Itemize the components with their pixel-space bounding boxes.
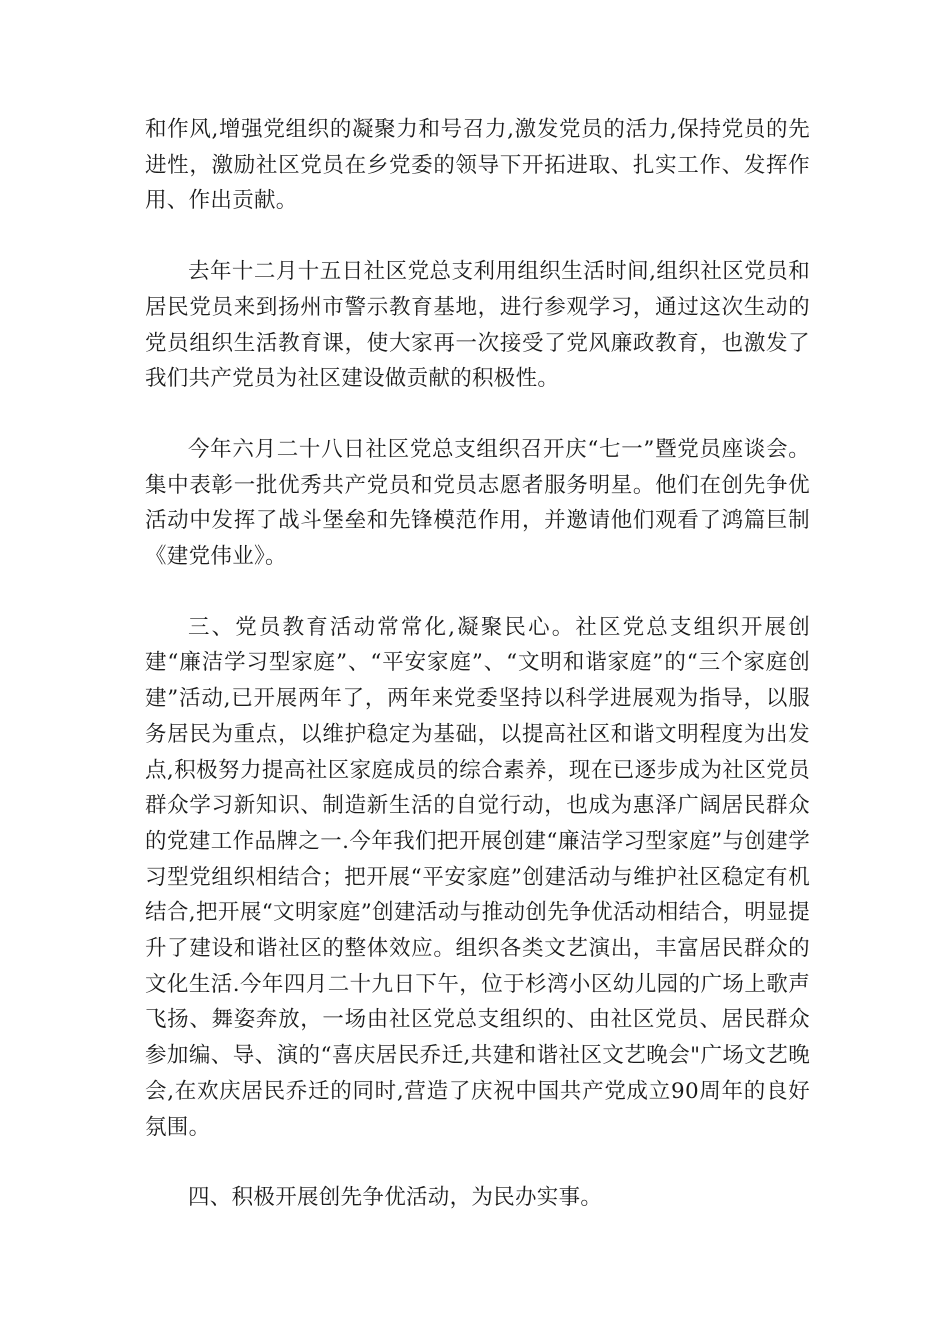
document-body: [145, 112, 810, 1251]
paragraph-section-four: 四、积极开展创先争优活动，为民办实事。: [188, 1185, 603, 1211]
paragraph-continuation: 和作风,增强党组织的凝聚力和号召力,激发党员的活力,保持党员的先进性，激励社区党员在乡党委的领导下开拓进取、扎实工作、发挥作用、作出贡献。: [145, 117, 810, 214]
paragraph-section-three: 三、党员教育活动常常化,凝聚民心。社区党总支组织开展创建“廉洁学习型家庭”、“平安家庭”、“文明和谐家庭”的“三个家庭创建”活动,已开展两年了，两年来党委坚持以科学进展观为指导，以服务居民为重点，以维护稳定为基础，以提高社区和谐文明程度为出发点,积极努力提高社区家庭成员的综合素养，现在已逐步成为社区党员群众学习新知识、制造新生活的自觉行动，也成为惠泽广阔居民群众的党建工作品牌之一.今年我们把开展创建“廉洁学习型家庭”与创建学习型党组织相结合；把开展“平安家庭”创建活动与维护社区稳定有机结合,把开展“文明家庭”创建活动与推动创先争优活动相结合，明显提升了建设和谐社区的整体效应。组织各类文艺演出，丰富居民群众的文化生活.今年四月二十九日下午，位于杉湾小区幼儿园的广场上歌声飞扬、舞姿奔放，一场由社区党总支组织的、由社区党员、居民群众参加编、导、演的“喜庆居民乔迁,共建和谐社区文艺晚会"广场文艺晚会,在欢庆居民乔迁的同时,营造了庆祝中国共产党成立90周年的良好氛围。: [145, 614, 810, 1140]
paragraph-july-first-meeting: 今年六月二十八日社区党总支组织召开庆“七一”暨党员座谈会。集中表彰一批优秀共产党员和党员志愿者服务明星。他们在创先争优活动中发挥了战斗堡垒和先锋模范作用，并邀请他们观看了鸿篇巨制《建党伟业》。: [145, 436, 810, 570]
paragraph-site-visit: 去年十二月十五日社区党总支利用组织生活时间,组织社区党员和居民党员来到扬州市警示教育基地，进行参观学习，通过这次生动的党员组织生活教育课，使大家再一次接受了党风廉政教育，也激发了我们共产党员为社区建设做贡献的积极性。: [145, 259, 810, 392]
